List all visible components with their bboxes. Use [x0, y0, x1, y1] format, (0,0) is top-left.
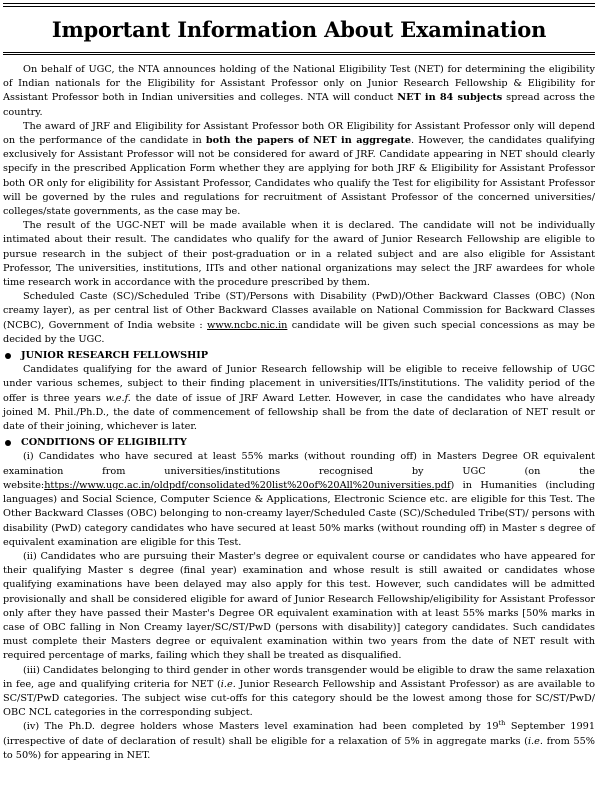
- bullet-icon: [5, 353, 11, 359]
- text-span: On behalf of UGC, the NTA announces holding of the National Eligibility Test (NET) for determining the eligibility of Indian nationals for the Eligibility for Assistant Professor only on Junior Research Fellowship & Eligibility for Assistant Professor both in Indian universities and colleges. NTA will conduct: [3, 64, 595, 104]
- text-span: (iii) Candidates belonging to third gender in other words transgender would be eligible to draw the same relaxation in fee, age and qualifying criteria for NET (: [3, 664, 595, 690]
- document-body: [3, 63, 595, 763]
- text-span: the date of issue of JRF Award Letter. However, in case the candidates who have already joined M. Phil./Ph.D., the date of commencement of fellowship shall be from the date of declaration of NET result or date of their joining, whichever is later.: [3, 392, 595, 433]
- paragraph-reservation: [3, 290, 595, 347]
- text-span: candidate will be given such special concessions as may be decided by the UGC.: [3, 319, 595, 345]
- text-span: . However, the candidates qualifying exclusively for Assistant Professor will not be considered for award of JRF. Candidate appearing in NET should clearly specify in the prescribed Application Form whether they are applying for both JRF & Eligibility for Assistant Professor both OR only for eligibility for Assistant Professor, Candidates who qualify the Test for eligibility for Assistant Professor will be governed by the rules and regulations for recruitment of Assistant Professor of the concerned universities/ colleges/state governments, as the case may be.: [3, 135, 595, 218]
- ugc-universities-link[interactable]: https://www.ugc.ac.in/oldpdf/consolidated%20list%20of%20All%20universities.pdf: [44, 479, 451, 491]
- page-title: Important Information About Examination: [51, 17, 547, 42]
- paragraph-award: [3, 120, 595, 219]
- italic-text: w.e.f.: [105, 392, 131, 404]
- heading-text: CONDITIONS OF ELIGIBILITY: [21, 437, 187, 449]
- text-span: (iv) The Ph.D. degree holders whose Masters level examination had been completed by 19: [23, 721, 499, 733]
- bold-text: both the papers of NET in aggregate: [205, 135, 411, 147]
- section-heading-jrf: [3, 349, 595, 363]
- paragraph-condition-4: [3, 720, 595, 763]
- text-span: Candidates qualifying for the award of Junior Research fellowship will be eligible to receive fellowship of UGC under various schemes, subject to their finding placement in universities/IITs/institutions. The validity period of the offer is three years: [3, 364, 595, 404]
- text-span: Scheduled Caste (SC)/Scheduled Tribe (ST)/Persons with Disability (PwD)/Other Backward Classes (OBC) (Non creamy layer), as per central list of Other Backward Classes available on National Commission for Backward Classes (NCBC), Government of India website :: [3, 291, 595, 331]
- paragraph-condition-2: (ii) Candidates who are pursuing their Master's degree or equivalent course or candidates who have appeared for their qualifying Master s degree (final year) examination and whose result is still awaited or candidates whose qualifying examinations have been delayed may also apply for this test. However, such candidates will be admitted provisionally and shall be considered eligible for award of Junior Research Fellowship/eligibility for Assistant Professor only after they have passed their Master's Degree OR equivalent examination with at least 55% marks [50% marks in case of OBC falling in Non Creamy layer/SC/ST/PwD (persons with disability)] category candidates. Such candidates must complete their Masters degree or equivalent examination within two years from the date of NET result with required percentage of marks, failing which they shall be treated as disqualified.: [3, 550, 595, 662]
- paragraph-intro: [3, 63, 595, 120]
- title-banner: [3, 3, 595, 55]
- paragraph-condition-1: [3, 450, 595, 549]
- italic-text: i.e.: [527, 735, 543, 747]
- ncbc-link[interactable]: www.ncbc.nic.in: [207, 319, 288, 331]
- section-heading-eligibility: [3, 436, 595, 450]
- paragraph-jrf: [3, 363, 595, 434]
- text-span: (i) Candidates who have secured at least 55% marks (without rounding off) in Masters Degree OR equivalent examination from universities/institutions recognised by UGC (on the website:: [3, 451, 595, 491]
- text-span: September 1991 (irrespective of date of declaration of result) shall be eligible for a relaxation of 5% in aggregate marks (: [3, 721, 595, 747]
- paragraph-result: The result of the UGC-NET will be made available when it is declared. The candidate will not be individually intimated about their result. The candidates who qualify for the award of Junior Research Fellowship are eligible to pursue research in the subject of their post-graduation or in a related subject and are also eligible for Assistant Professor, The universities, institutions, IITs and other national organizations may select the JRF awardees for whole time research work in accordance with the procedure prescribed by them.: [3, 220, 595, 289]
- bullet-icon: [5, 440, 11, 446]
- text-span: The award of JRF and Eligibility for Assistant Professor both OR Eligibility for Assistant Professor only will depend on the performance of the candidate in: [3, 120, 595, 147]
- text-span: ) in Humanities (including languages) and Social Science, Computer Science & Applications, Electronic Science etc. are eligible for this Test. The Other Backward Classes (OBC) belonging to non-creamy layer/Scheduled Caste (SC)/Scheduled Tribe(ST)/ persons with disability (PwD) category candidates who have secured at least 50% marks (without rounding off) in Master s degree of equivalent examination are eligible for this Test.: [3, 479, 595, 548]
- italic-text: i.e.: [220, 678, 236, 690]
- paragraph-condition-3: [3, 664, 595, 721]
- text-span: Junior Research Fellowship and Assistant Professor) as are available to SC/ST/PwD categories. The subject wise cut-offs for this category should be the lowest among those for SC/ST/PwD/ OBC NCL categories in the corresponding subject.: [3, 678, 595, 719]
- text-span: from 55% to 50%) for appearing in NET.: [3, 735, 595, 761]
- text-span: spread across the country.: [3, 92, 595, 118]
- bold-text: NET in 84 subjects: [397, 92, 503, 104]
- superscript-text: th: [498, 719, 506, 728]
- document-page: [3, 0, 595, 800]
- heading-text: JUNIOR RESEARCH FELLOWSHIP: [21, 350, 209, 362]
